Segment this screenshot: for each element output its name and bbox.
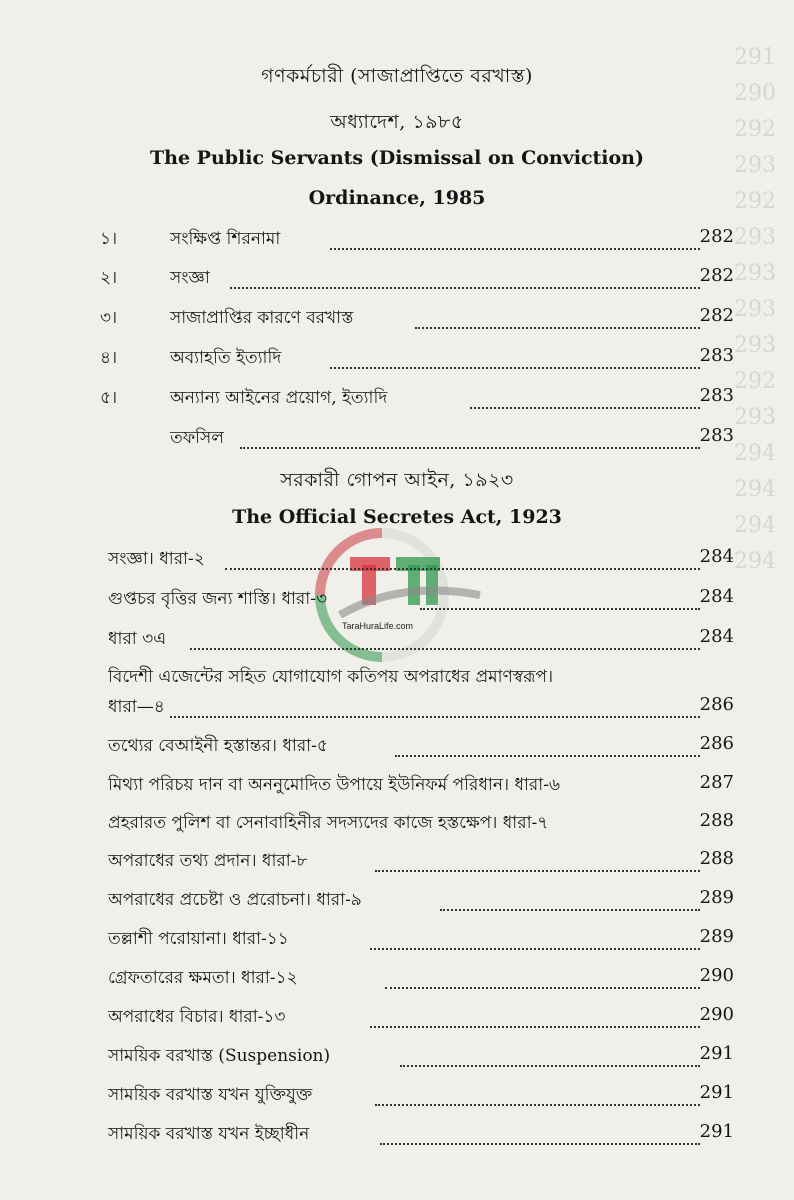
page-number: 283 xyxy=(699,425,734,446)
toc-label: তফসিল xyxy=(170,428,224,448)
ordinance-title-en: The Public Servants (Dismissal on Conviction) xyxy=(150,147,644,169)
page-number: 286 xyxy=(699,733,734,754)
toc-row[interactable] xyxy=(0,226,794,256)
toc-label: সংক্ষিপ্ত শিরনামা xyxy=(170,229,281,249)
toc-row[interactable] xyxy=(0,965,794,995)
dot-leader xyxy=(190,626,700,650)
toc-row[interactable] xyxy=(0,1043,794,1073)
toc-label: গুপ্তচর বৃত্তির জন্য শাস্তি। ধারা-৩ xyxy=(108,589,328,609)
page-number: 290 xyxy=(699,1004,734,1025)
ordinance-year-bn: অধ্যাদেশ, ১৯৮৫ xyxy=(330,111,464,133)
toc-row[interactable] xyxy=(0,1004,794,1034)
page-number: 282 xyxy=(699,305,734,326)
act-title-en: The Official Secretes Act, 1923 xyxy=(232,506,562,528)
show-through-text: 291 290 292 293 292 293 293 293 293 292 293 294 294 294 294 xyxy=(734,45,776,574)
dot-leader xyxy=(440,887,700,911)
page-number: 283 xyxy=(699,345,734,366)
dot-leader xyxy=(230,265,700,289)
dot-leader xyxy=(420,586,700,610)
page-number: 288 xyxy=(699,848,734,869)
toc-label: সাময়িক বরখাস্ত যখন ইচ্ছাধীন xyxy=(108,1124,310,1144)
dot-leader xyxy=(395,733,700,757)
page-number: 291 xyxy=(699,1121,734,1142)
act-title-bn: সরকারী গোপন আইন, ১৯২৩ xyxy=(280,469,514,491)
ordinance-title-bn: গণকর্মচারী (সাজাপ্রাপ্তিতে বরখাস্ত) xyxy=(261,65,533,87)
toc-label: সাজাপ্রাপ্তির কারণে বরখাস্ত xyxy=(170,308,354,328)
toc-label: সংজ্ঞা। ধারা-২ xyxy=(108,549,205,569)
section-number: ৪। xyxy=(100,348,118,368)
page-number: 282 xyxy=(699,226,734,247)
toc-label: তল্লাশী পরোয়ানা। ধারা-১১ xyxy=(108,929,289,949)
toc-row[interactable] xyxy=(0,810,794,840)
dot-leader xyxy=(240,425,700,449)
dot-leader xyxy=(170,694,700,718)
toc-row[interactable] xyxy=(0,425,794,455)
page-number: 284 xyxy=(699,586,734,607)
toc-label: অন্যান্য আইনের প্রয়োগ, ইত্যাদি xyxy=(170,388,388,408)
page-number: 290 xyxy=(699,965,734,986)
toc-row[interactable] xyxy=(0,626,794,656)
toc-row[interactable] xyxy=(0,926,794,956)
toc-row[interactable] xyxy=(0,887,794,917)
page-number: 291 xyxy=(699,1082,734,1103)
toc-label: বিদেশী এজেন্টের সহিত যোগাযোগ কতিপয় অপরাধের প্রমাণস্বরূপ। xyxy=(108,667,554,687)
page-number: 291 xyxy=(699,1043,734,1064)
dot-leader xyxy=(370,1004,700,1028)
page-number: 288 xyxy=(699,810,734,831)
dot-leader xyxy=(330,345,700,369)
toc-label: মিথ্যা পরিচয় দান বা অননুমোদিত উপায়ে ইউনিফর্ম পরিধান। ধারা-৬ xyxy=(108,775,561,795)
page-number: 289 xyxy=(699,887,734,908)
toc-label: অপরাধের বিচার। ধারা-১৩ xyxy=(108,1007,286,1027)
section-number: ৫। xyxy=(100,388,118,408)
toc-row[interactable] xyxy=(0,385,794,415)
toc-row[interactable] xyxy=(0,772,794,802)
toc-label: সাময়িক বরখাস্ত যখন যুক্তিযুক্ত xyxy=(108,1085,313,1105)
toc-label: অপরাধের প্রচেষ্টা ও প্ররোচনা। ধারা-৯ xyxy=(108,890,362,910)
toc-label: গ্রেফতারের ক্ষমতা। ধারা-১২ xyxy=(108,968,298,988)
section-number: ২। xyxy=(100,268,118,288)
page-number: 283 xyxy=(699,385,734,406)
dot-leader xyxy=(385,965,700,989)
page-number: 289 xyxy=(699,926,734,947)
toc-row[interactable] xyxy=(0,848,794,878)
toc-row[interactable] xyxy=(0,1082,794,1112)
page-number: 282 xyxy=(699,265,734,286)
dot-leader xyxy=(225,546,700,570)
dot-leader xyxy=(330,226,700,250)
dot-leader xyxy=(400,1043,700,1067)
watermark-text: TaraHuraLife.com xyxy=(342,621,414,631)
section-number: ১। xyxy=(100,229,118,249)
toc-row[interactable] xyxy=(0,733,794,763)
toc-row[interactable] xyxy=(0,694,794,724)
toc-label: ধারা—৪ xyxy=(108,697,165,717)
dot-leader xyxy=(415,305,700,329)
toc-row[interactable] xyxy=(0,265,794,295)
section-number: ৩। xyxy=(100,308,118,328)
dot-leader xyxy=(470,385,700,409)
toc-label: ধারা ৩এ xyxy=(108,629,167,649)
page-number: 284 xyxy=(699,546,734,567)
toc-label: প্রহরারত পুলিশ বা সেনাবাহিনীর সদস্যদের কাজে হস্তক্ষেপ। ধারা-৭ xyxy=(108,813,549,833)
toc-label: তথ্যের বেআইনী হস্তান্তর। ধারা-৫ xyxy=(108,736,328,756)
page-number: 286 xyxy=(699,694,734,715)
dot-leader xyxy=(375,1082,700,1106)
dot-leader xyxy=(375,848,700,872)
toc-label: সংজ্ঞা xyxy=(170,268,210,288)
toc-row[interactable] xyxy=(0,586,794,616)
toc-label: সাময়িক বরখাস্ত (Suspension) xyxy=(108,1046,331,1066)
toc-row[interactable] xyxy=(0,546,794,576)
page-number: 287 xyxy=(699,772,734,793)
toc-row[interactable] xyxy=(0,305,794,335)
dot-leader xyxy=(370,926,700,950)
toc-row[interactable] xyxy=(0,664,794,694)
toc-label: অপরাধের তথ্য প্রদান। ধারা-৮ xyxy=(108,851,308,871)
toc-row[interactable] xyxy=(0,345,794,375)
page-number: 284 xyxy=(699,626,734,647)
toc-row[interactable] xyxy=(0,1121,794,1151)
ordinance-year-en: Ordinance, 1985 xyxy=(308,187,486,209)
toc-label: অব্যাহতি ইত্যাদি xyxy=(170,348,282,368)
dot-leader xyxy=(380,1121,700,1145)
